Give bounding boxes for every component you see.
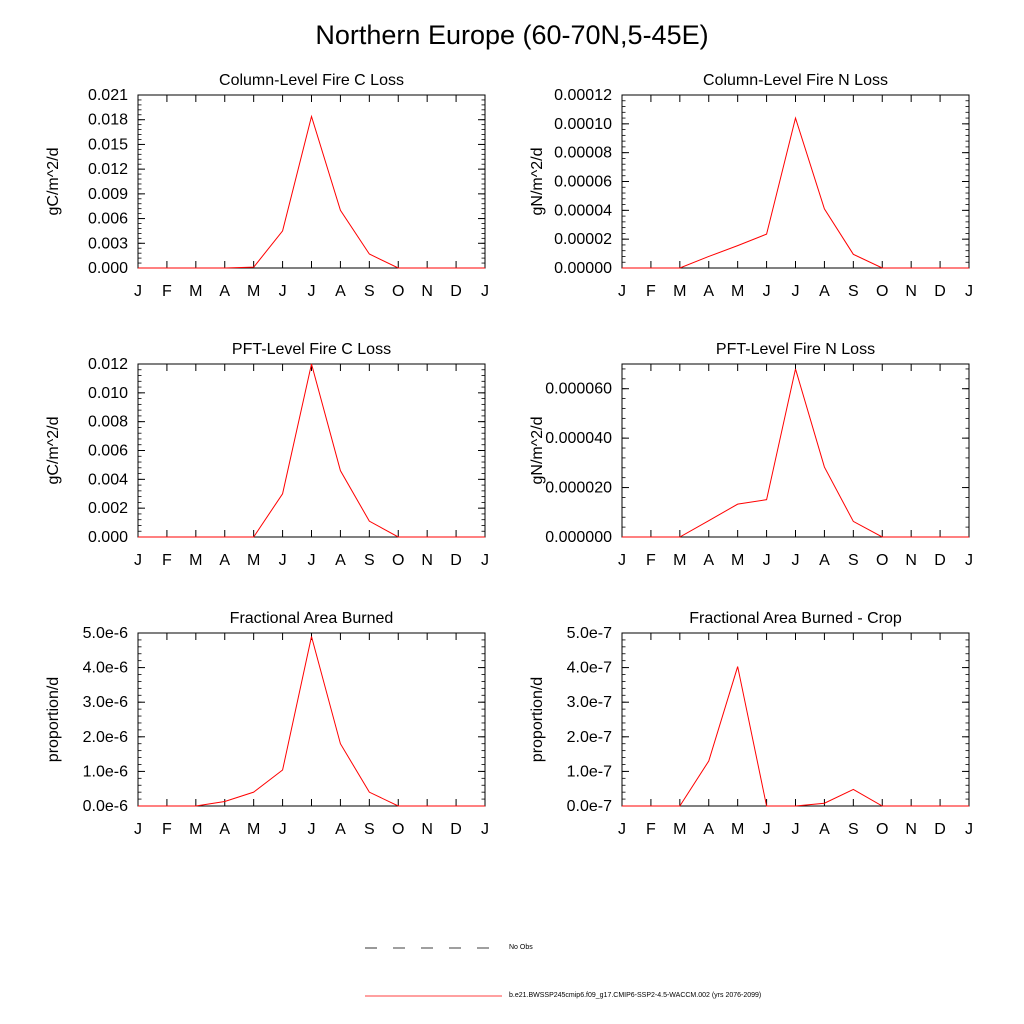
y-tick-label: 0.00008 (554, 144, 612, 162)
x-tick-label: F (162, 283, 172, 300)
y-tick-label: 0.00010 (554, 115, 612, 133)
chart-panel-4 (529, 341, 973, 569)
panel-title: Fractional Area Burned (229, 610, 394, 627)
x-tick-label: A (819, 552, 830, 569)
y-tick-label: 0.010 (87, 384, 128, 402)
legend-model-label: b.e21.BWSSP245cmip6.f09_g17.CMIP6-SSP2-4.5-WACCM.002 (yrs 2076-2099) (509, 992, 762, 999)
y-tick-label: 0.0e-6 (82, 798, 128, 815)
y-tick-label: 0.012 (87, 356, 128, 373)
x-tick-label: O (876, 552, 889, 569)
y-tick-label: 1.0e-7 (566, 763, 612, 781)
x-tick-label: A (219, 283, 231, 300)
y-tick-label: 0.004 (87, 471, 128, 489)
x-tick-label: J (278, 821, 287, 838)
x-tick-label: O (876, 283, 889, 300)
x-tick-label: O (392, 552, 405, 569)
series-line (138, 636, 485, 806)
x-tick-label: O (392, 821, 405, 838)
x-tick-label: A (335, 283, 346, 300)
x-tick-label: J (762, 552, 771, 569)
x-tick-label: A (335, 552, 346, 569)
x-tick-label: J (618, 821, 626, 838)
y-axis-label: proportion/d (45, 676, 62, 763)
chart-panel-5 (45, 610, 489, 838)
y-tick-label: 0.006 (87, 210, 128, 228)
x-tick-label: J (307, 283, 316, 300)
x-tick-label: M (247, 283, 261, 300)
x-tick-label: M (247, 552, 261, 569)
x-tick-label: A (335, 821, 346, 838)
x-tick-label: D (450, 283, 462, 300)
x-tick-label: J (134, 283, 142, 300)
x-tick-label: M (673, 552, 687, 569)
y-tick-label: 0.006 (87, 442, 128, 460)
y-tick-label: 5.0e-6 (82, 625, 128, 642)
y-tick-label: 1.0e-6 (82, 763, 128, 781)
x-tick-label: S (363, 283, 375, 300)
y-tick-label: 0.000040 (545, 430, 612, 448)
x-tick-label: J (618, 283, 626, 300)
x-tick-label: M (731, 552, 745, 569)
y-tick-label: 0.000000 (545, 529, 612, 546)
y-tick-label: 2.0e-6 (82, 728, 128, 746)
y-tick-label: 0.000 (87, 260, 128, 277)
x-tick-label: J (762, 821, 771, 838)
x-tick-label: J (481, 821, 489, 838)
chart-panel-1 (45, 72, 489, 300)
chart-panel-6 (529, 610, 973, 838)
y-tick-label: 0.018 (87, 111, 128, 129)
x-tick-label: M (731, 283, 745, 300)
plot-frame (622, 633, 969, 806)
x-tick-label: J (278, 552, 287, 569)
x-tick-label: F (646, 552, 656, 569)
x-tick-label: D (934, 552, 946, 569)
y-tick-label: 4.0e-7 (566, 659, 612, 677)
x-tick-label: A (219, 552, 231, 569)
x-tick-label: M (731, 821, 745, 838)
legend-obs-label: No Obs (509, 944, 533, 951)
x-tick-label: J (481, 283, 489, 300)
y-tick-label: 3.0e-6 (82, 694, 128, 712)
x-tick-label: D (934, 283, 946, 300)
x-tick-label: A (819, 821, 830, 838)
y-tick-label: 0.000020 (545, 479, 612, 497)
x-tick-label: S (363, 552, 375, 569)
x-tick-label: M (189, 552, 203, 569)
x-tick-label: M (673, 283, 687, 300)
y-axis-label: gC/m^2/d (45, 147, 62, 216)
x-tick-label: N (905, 283, 917, 300)
panel-title: Fractional Area Burned - Crop (689, 610, 902, 627)
x-tick-label: M (189, 283, 203, 300)
y-tick-label: 0.002 (87, 500, 128, 518)
y-tick-label: 0.0e-7 (566, 798, 612, 815)
x-tick-label: J (307, 821, 316, 838)
chart-panel-3 (45, 341, 489, 569)
y-tick-label: 4.0e-6 (82, 659, 128, 677)
panel-title: PFT-Level Fire N Loss (715, 341, 876, 358)
page-title: Northern Europe (60-70N,5-45E) (315, 20, 709, 50)
x-tick-label: J (481, 552, 489, 569)
plot-frame (138, 95, 485, 268)
series-line (622, 667, 969, 806)
x-tick-label: D (450, 552, 462, 569)
plot-frame (622, 95, 969, 268)
x-tick-label: S (847, 821, 859, 838)
y-tick-label: 0.00012 (554, 87, 612, 104)
x-tick-label: J (965, 552, 973, 569)
y-tick-label: 0.00000 (554, 260, 612, 277)
x-tick-label: F (162, 552, 172, 569)
plot-frame (622, 364, 969, 537)
x-tick-label: A (219, 821, 231, 838)
x-tick-label: J (791, 552, 800, 569)
x-tick-label: J (791, 821, 800, 838)
x-tick-label: M (247, 821, 261, 838)
x-tick-label: N (905, 552, 917, 569)
x-tick-label: J (965, 821, 973, 838)
series-line (138, 116, 485, 268)
y-tick-label: 0.008 (87, 413, 128, 431)
x-tick-label: J (134, 552, 142, 569)
x-tick-label: J (134, 821, 142, 838)
series-line (622, 369, 969, 537)
x-tick-label: N (905, 821, 917, 838)
y-tick-label: 0.000060 (545, 380, 612, 398)
x-tick-label: J (965, 283, 973, 300)
y-axis-label: gN/m^2/d (529, 147, 546, 216)
y-tick-label: 0.00002 (554, 231, 612, 249)
x-tick-label: S (363, 821, 375, 838)
x-tick-label: J (307, 552, 316, 569)
y-tick-label: 0.00006 (554, 173, 612, 191)
x-tick-label: D (934, 821, 946, 838)
panel-title: PFT-Level Fire C Loss (231, 341, 392, 358)
x-tick-label: A (703, 552, 715, 569)
y-tick-label: 0.015 (87, 136, 128, 154)
x-tick-label: F (646, 821, 656, 838)
x-tick-label: M (673, 821, 687, 838)
x-tick-label: O (392, 283, 405, 300)
x-tick-label: J (618, 552, 626, 569)
panel-title: Column-Level Fire C Loss (219, 72, 404, 89)
y-axis-label: gC/m^2/d (45, 416, 62, 485)
x-tick-label: O (876, 821, 889, 838)
plot-frame (138, 364, 485, 537)
y-axis-label: proportion/d (529, 676, 546, 763)
series-line (138, 364, 485, 537)
panel-title: Column-Level Fire N Loss (703, 72, 888, 89)
y-tick-label: 0.00004 (554, 202, 612, 220)
x-tick-label: F (162, 821, 172, 838)
x-tick-label: S (847, 283, 859, 300)
y-tick-label: 0.021 (87, 87, 128, 104)
y-tick-label: 2.0e-7 (566, 728, 612, 746)
x-tick-label: N (421, 821, 433, 838)
y-tick-label: 5.0e-7 (566, 625, 612, 642)
plot-frame (138, 633, 485, 806)
x-tick-label: S (847, 552, 859, 569)
y-tick-label: 0.000 (87, 529, 128, 546)
y-tick-label: 3.0e-7 (566, 694, 612, 712)
series-line (622, 118, 969, 268)
y-axis-label: gN/m^2/d (529, 416, 546, 485)
y-tick-label: 0.009 (87, 185, 128, 203)
x-tick-label: A (819, 283, 830, 300)
chart-panel-2 (529, 72, 973, 300)
x-tick-label: J (278, 283, 287, 300)
x-tick-label: J (791, 283, 800, 300)
x-tick-label: D (450, 821, 462, 838)
y-tick-label: 0.012 (87, 161, 128, 179)
x-tick-label: N (421, 552, 433, 569)
x-tick-label: A (703, 283, 715, 300)
x-tick-label: J (762, 283, 771, 300)
x-tick-label: A (703, 821, 715, 838)
x-tick-label: M (189, 821, 203, 838)
x-tick-label: N (421, 283, 433, 300)
x-tick-label: F (646, 283, 656, 300)
y-tick-label: 0.003 (87, 235, 128, 253)
